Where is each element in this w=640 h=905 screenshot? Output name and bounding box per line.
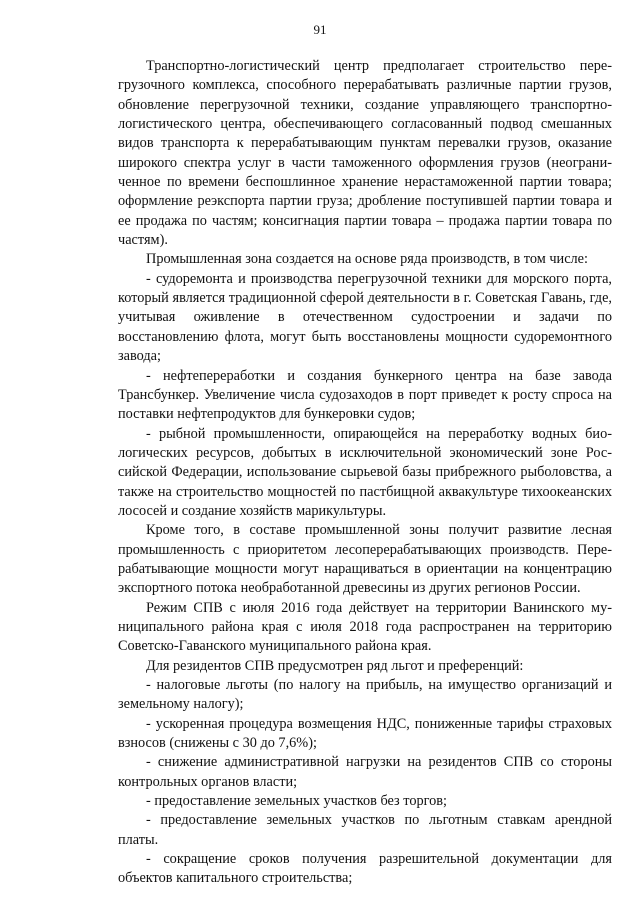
list-item-vat-refund: - ускоренная процедура возмещения НДС, пониженные тарифы страховых взносов (снижены с 30 до 7,6%); xyxy=(118,715,612,752)
list-item-ship-repair: - судоремонта и производства перегрузочной техники для морского порта, который является традиционной сферой деятельности в г. Советская Гавань, где, учитывая оживление в отечественном судостроении и задачи по восстановлению флота, могут быть восстановлены мощности судоремонтного завода; xyxy=(118,270,612,365)
paragraph-spv-regime: Режим СПВ с июля 2016 года действует на территории Ванинского муниципального района края с июля 2018 года распространен на территорию Советско-Гаванского муниципального района края. xyxy=(118,599,612,655)
list-item-permit-terms: - сокращение сроков получения разрешительной документации для объектов капитального строительства; xyxy=(118,851,612,887)
list-item-land-preferential-rent: - предоставление земельных участков по льготным ставкам арендной платы. xyxy=(118,812,612,848)
list-item-land-without-auction: - предоставление земельных участков без торгов; xyxy=(146,793,448,810)
paragraph-spv-benefits-intro: Для резидентов СПВ предусмотрен ряд льгот и преференций: xyxy=(146,657,524,674)
list-item-tax-benefits: - налоговые льготы (по налогу на прибыль, на имущество организаций и земельному налогу); xyxy=(118,677,612,713)
paragraph-industrial-zone: Промышленная зона создается на основе ряда производств, в том числе: xyxy=(146,251,588,268)
document-body xyxy=(118,57,612,889)
page-number: 91 xyxy=(313,22,327,37)
paragraph-logistics-center: Транспортно-логистический центр предполагает строительство перегрузочного комплекса, способного перерабатывать различные партии грузов, обновление перегрузочной техники, создание управляющего транспортно-логистического центра, обеспечивающего согласованный подвод смешанных видов транспорта к перерабатывающим пунктам перевалки грузов, оказание широкого спектра услуг в части таможенного оформления грузов (неограниченное по времени беспошлинное хранение нерастаможенной партии товара; оформление реэкспорта партии груза; дробление поступившей партии товара и ее продажа по частям; консигнация партии товара – продажа партии товара по частям). xyxy=(118,58,612,249)
paragraph-forest-industry: Кроме того, в составе промышленной зоны получит развитие лесная промышленность с приоритетом лесоперерабатывающих производств. Перерабатывающие мощности могут наращиваться в ориентации на концентрацию экспортного потока необработанной древесины из других регионов России. xyxy=(118,522,612,597)
list-item-admin-burden: - снижение административной нагрузки на резидентов СПВ со стороны контрольных органов власти; xyxy=(118,754,612,790)
list-item-fishing-industry: - рыбной промышленности, опирающейся на переработку водных биологических ресурсов, добытых в исключительной экономический зоне Российской Федерации, использование сырьевой базы прибрежного рыболовства, а также на строительство мощностей по пастбищной аквакультуре тихоокеанских лососей и создание хозяйств марикультуры. xyxy=(118,425,612,519)
list-item-oil-refining: - нефтепереработки и создания бункерного центра на базе завода Трансбункер. Увеличение числа судозаходов в порт приведет к росту спроса на поставки нефтепродуктов для бункеровки судов; xyxy=(118,367,612,423)
